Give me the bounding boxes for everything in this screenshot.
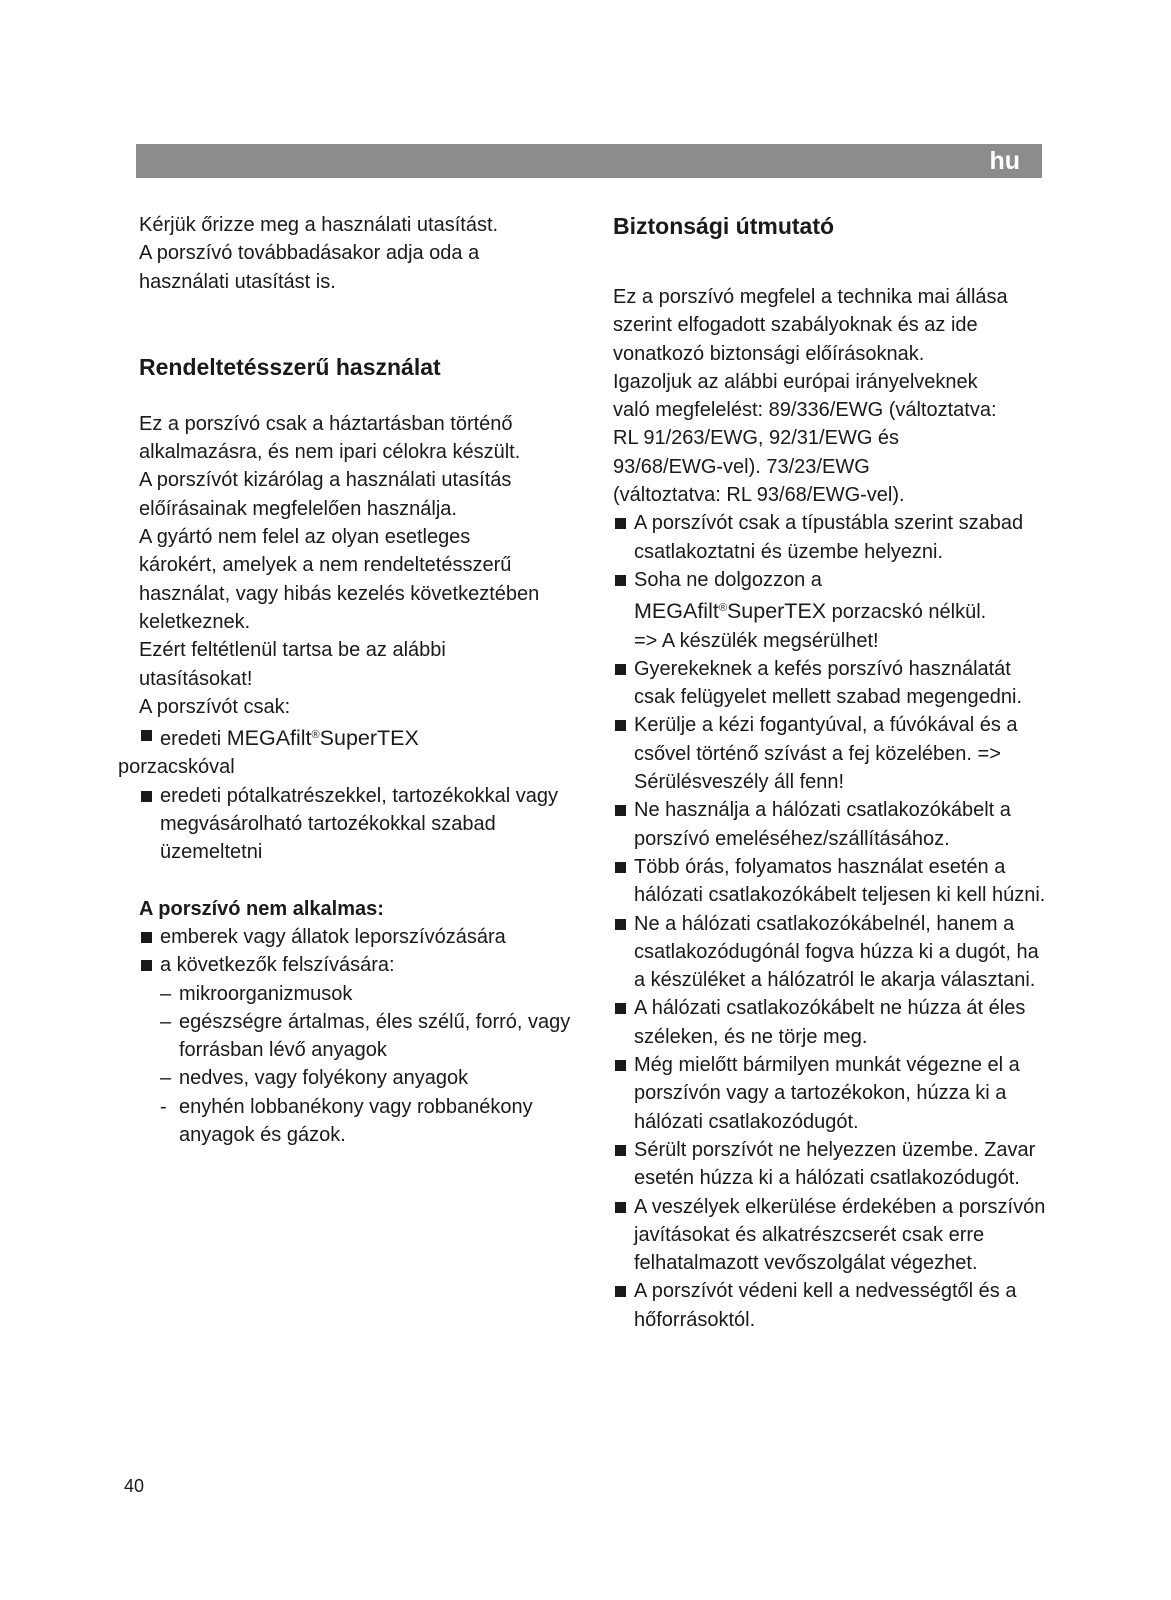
square-bullet-icon: [615, 862, 626, 873]
list-item: A hálózati csatlakozókábelt ne húzza át éles széleken, és ne törje meg.: [613, 994, 1053, 1051]
square-bullet-icon: [615, 1060, 626, 1071]
list-item: emberek vagy állatok leporszívózására: [139, 923, 579, 951]
body-line: A porszívót csak:: [139, 695, 291, 718]
body-line: Igazoljuk az alábbi európai irányelveknek: [613, 370, 978, 393]
list-item: Gyerekeknek a kefés porszívó használatát csak felügyelet mellett szabad megengedni.: [613, 655, 1053, 712]
sub-list-item: – mikroorganizmusok: [160, 982, 353, 1005]
intro-line: használati utasítást is.: [139, 270, 336, 293]
square-bullet-icon: [615, 1145, 626, 1156]
right-column: [613, 211, 1053, 1334]
body-line: A gyártó nem felel az olyan esetleges: [139, 526, 471, 549]
body-line: keletkeznek.: [139, 610, 251, 633]
list-item: Ne használja a hálózati csatlakozókábelt a porszívó emeléséhez/szállításához.: [613, 796, 1053, 853]
body-line: alkalmazásra, és nem ipari célokra készült.: [139, 441, 521, 464]
body-line: Ez a porszívó megfelel a technika mai állása: [613, 286, 1008, 308]
body-line: használat, vagy hibás kezelés következtében: [139, 582, 540, 605]
body-line: vonatkozó biztonsági előírásoknak.: [613, 342, 925, 365]
body-line: (változtatva: RL 93/68/EWG-vel).: [613, 484, 905, 507]
body-line: károkért, amelyek a nem rendeltetésszerű: [139, 554, 512, 577]
operate-only-list: [118, 721, 579, 866]
section-heading-safety: Biztonsági útmutató: [613, 213, 835, 239]
body-line: Ez a porszívó csak a háztartásban történő: [139, 412, 513, 435]
body-line: Ezért feltétlenül tartsa be az alábbi: [139, 639, 446, 662]
list-item: a következők felszívására:: [139, 951, 579, 979]
square-bullet-icon: [141, 932, 152, 943]
body-line: A porszívót kizárólag a használati utasítás: [139, 469, 512, 492]
brand-name: MEGAfilt®SuperTEX: [226, 726, 419, 751]
intro-line: A porszívó továbbadásakor adja oda a: [139, 242, 480, 265]
brand-name: MEGAfilt®SuperTEX: [634, 599, 827, 624]
safety-list: [613, 509, 1053, 1334]
square-bullet-icon: [141, 730, 152, 741]
not-suitable-list: [139, 923, 579, 980]
square-bullet-icon: [615, 1286, 626, 1297]
body-line: szerint elfogadott szabályoknak és az ide: [613, 314, 978, 337]
square-bullet-icon: [615, 919, 626, 930]
list-item: Sérült porszívót ne helyezzen üzembe. Zavar esetén húzza ki a hálózati csatlakozódugót.: [613, 1136, 1053, 1193]
intro-line: Kérjük őrizze meg a használati utasítást.: [139, 214, 499, 236]
list-item: Kerülje a kézi fogantyúval, a fúvókával és a csővel történő szívást a fej közelében. => Sérülésveszély áll fenn!: [613, 711, 1053, 796]
list-item: eredeti pótalkatrészekkel, tartozékokkal vagy megvásárolható tartozékokkal szabad üzemeltetni: [139, 782, 579, 867]
left-column: [118, 211, 579, 1149]
body-line: előírásainak megfelelően használja.: [139, 497, 457, 520]
list-item: A veszélyek elkerülése érdekében a porszívón javításokat és alkatrészcserét csak erre felhatalmazott vevőszolgálat végezhet.: [613, 1193, 1053, 1278]
square-bullet-icon: [615, 575, 626, 586]
not-suitable-heading: A porszívó nem alkalmas:: [139, 897, 384, 920]
list-item: Még mielőtt bármilyen munkát végezne el a porszívón vagy a tartozékokon, húzza ki a hálózati csatlakozódugót.: [613, 1051, 1053, 1136]
substance-sub-list: [139, 980, 579, 1150]
square-bullet-icon: [615, 1202, 626, 1213]
body-line: való megfelelést: 89/336/EWG (változtatva:: [613, 399, 997, 422]
sub-list-item: – egészségre ártalmas, éles szélű, forró, vagy forrásban lévő anyagok: [160, 1010, 571, 1062]
body-line: 93/68/EWG-vel). 73/23/EWG: [613, 455, 870, 478]
list-item: A porszívót védeni kell a nedvességtől és a hőforrásoktól.: [613, 1277, 1053, 1334]
language-header-bar: [136, 144, 1042, 178]
sub-list-item: - enyhén lobbanékony vagy robbanékony anyagok és gázok.: [160, 1095, 533, 1147]
list-item: Ne a hálózati csatlakozókábelnél, hanem a csatlakozódugónál fogva húzza ki a dugót, ha a készüléket a hálózatról le akarja választani.: [613, 910, 1053, 995]
body-line: RL 91/263/EWG, 92/31/EWG és: [613, 427, 900, 450]
square-bullet-icon: [615, 720, 626, 731]
sub-list-item: – nedves, vagy folyékony anyagok: [160, 1067, 469, 1090]
intended-use-body: [139, 410, 579, 721]
square-bullet-icon: [615, 805, 626, 816]
square-bullet-icon: [615, 1003, 626, 1014]
page-number: 40: [124, 1476, 145, 1496]
list-item: Soha ne dolgozzon a MEGAfilt®SuperTEX porzacskó nélkül. => A készülék megsérülhet!: [613, 566, 1053, 655]
list-item: A porszívót csak a típustábla szerint szabad csatlakoztatni és üzembe helyezni.: [613, 509, 1053, 566]
safety-body: [613, 283, 1053, 509]
square-bullet-icon: [615, 664, 626, 675]
list-item: Több órás, folyamatos használat esetén a hálózati csatlakozókábelt teljesen ki kell húzni.: [613, 853, 1053, 910]
square-bullet-icon: [141, 960, 152, 971]
section-heading-intended-use: Rendeltetésszerű használat: [139, 353, 441, 380]
intro-text: [139, 211, 579, 296]
body-line: utasításokat!: [139, 667, 253, 690]
square-bullet-icon: [141, 791, 152, 802]
list-item: eredeti MEGAfilt®SuperTEX porzacskóval: [118, 726, 419, 779]
language-code: hu: [989, 147, 1020, 175]
square-bullet-icon: [615, 518, 626, 529]
